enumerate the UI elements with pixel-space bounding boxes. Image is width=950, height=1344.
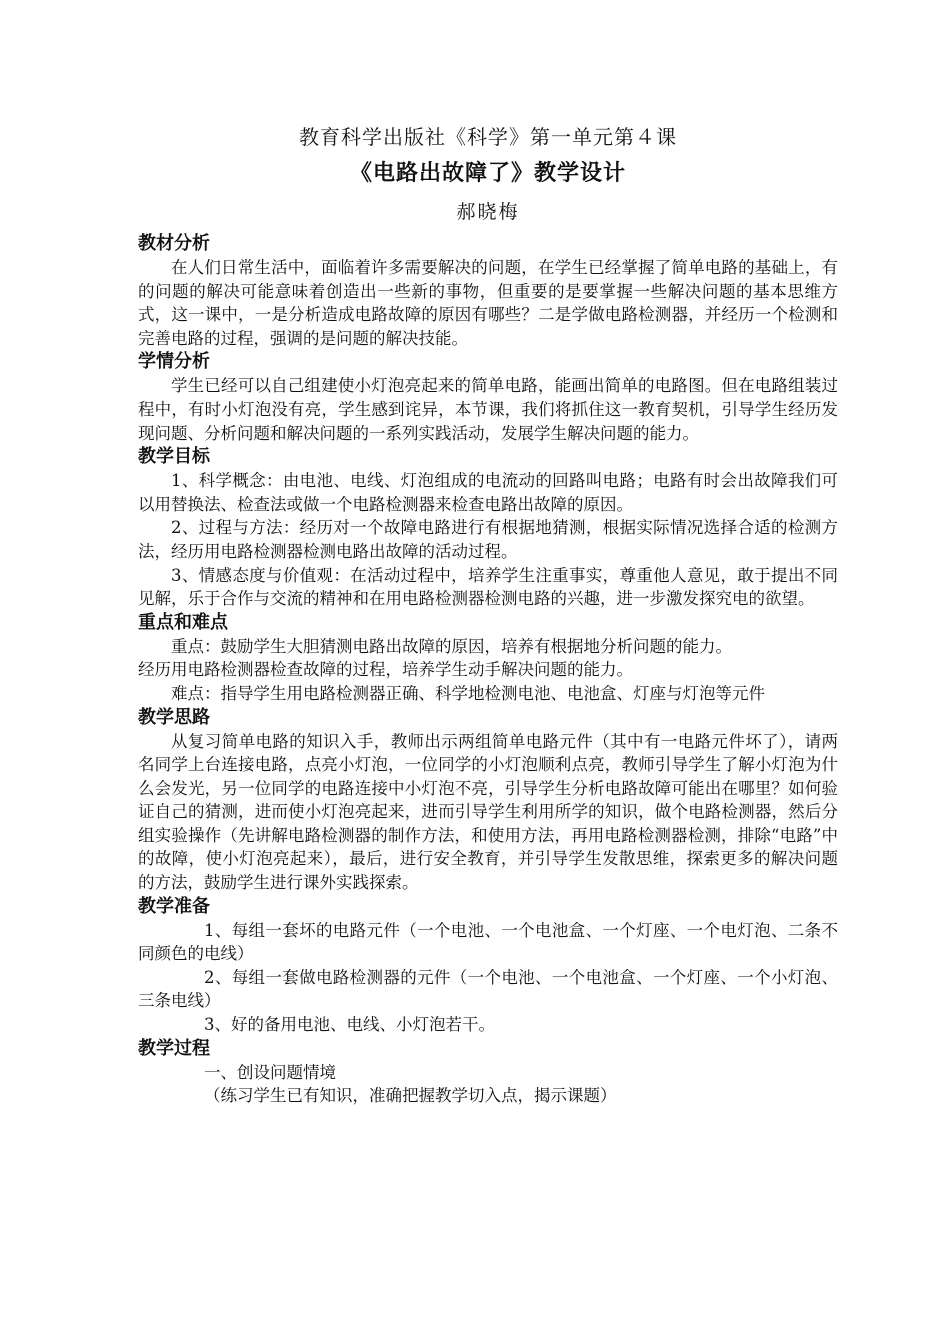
section-heading: 教学过程	[138, 1037, 210, 1059]
section-approach	[138, 706, 838, 895]
paragraph: 学生已经可以自己组建使小灯泡亮起来的简单电路，能画出简单的电路图。但在电路组装过程中，有时小灯泡没有亮，学生感到诧异，本节课，我们将抓住这一教育契机，引导学生经历发现问题、分析问题和解决问题的一系列实践活动，发展学生解决问题的能力。	[138, 376, 838, 443]
keypoint-item: 经历用电路检测器检查故障的过程，培养学生动手解决问题的能力。	[138, 660, 633, 680]
section-prep	[138, 895, 838, 1037]
section-students	[138, 350, 838, 445]
section-process	[138, 1037, 838, 1108]
goal-item: 2、过程与方法：经历对一个故障电路进行有根据地猜测，根据实际情况选择合适的检测方法，经历用电路检测器检测电路出故障的活动过程。	[138, 518, 838, 561]
prep-item: 3、好的备用电池、电线、小灯泡若干。	[204, 1015, 495, 1035]
goal-item: 1、科学概念：由电池、电线、灯泡组成的电流动的回路叫电路；电路有时会出故障我们可以用替换法、检查法或做一个电路检测器来检查电路出故障的原因。	[138, 471, 838, 514]
section-heading: 教材分析	[138, 233, 210, 254]
prep-item: 2、每组一套做电路检测器的元件（一个电池、一个电池盒、一个灯座、一个小灯泡、三条电线）	[138, 967, 838, 1011]
document-title: 《电路出故障了》教学设计	[349, 161, 626, 186]
section-heading: 学情分析	[138, 351, 210, 373]
author-name: 郝晓梅	[456, 201, 520, 223]
keypoint-item: 重点：鼓励学生大胆猜测电路出故障的原因，培养有根据地分析问题的能力。	[171, 636, 732, 656]
section-heading: 教学目标	[138, 446, 210, 468]
difficulty-item: 难点：指导学生用电路检测器正确、科学地检测电池、电池盒、灯座与灯泡等元件	[171, 683, 765, 703]
goal-item: 3、情感态度与价值观：在活动过程中，培养学生注重事实，尊重他人意见，敢于提出不同见解，乐于合作与交流的精神和在用电路检测器检测电路的兴趣，进一步激发探究电的欲望。	[138, 565, 838, 609]
prep-item: 1、每组一套坏的电路元件（一个电池、一个电池盒、一个灯座、一个电灯泡、二条不同颜色的电线）	[138, 920, 838, 964]
section-goals	[138, 445, 838, 611]
process-note: （练习学生已有知识，准确把握教学切入点，揭示课题）	[204, 1086, 617, 1106]
document-subtitle: 教育科学出版社《科学》第一单元第４课	[299, 125, 677, 149]
document-body	[138, 118, 838, 1108]
section-heading: 教学思路	[138, 706, 210, 728]
section-heading: 教学准备	[138, 895, 210, 917]
paragraph: 从复习简单电路的知识入手，教师出示两组简单电路元件（其中有一电路元件坏了），请两名同学上台连接电路，点亮小灯泡，一位同学的小灯泡顺利点亮，教师引导学生了解小灯泡为什么会发光，另一位同学的电路连接中小灯泡不亮，引导学生分析电路故障可能出在哪里？如何验证自己的猜测，进而使小灯泡亮起来，进而引导学生利用所学的知识，做个电路检测器，然后分组实验操作（先讲解电路检测器的制作方法，和使用方法，再用电路检测器检测，排除“电路”中的故障，使小灯泡亮起来），最后，进行安全教育，并引导学生发散思维，探索更多的解决问题的方法，鼓励学生进行课外实践探索。	[138, 731, 838, 893]
section-heading: 重点和难点	[138, 611, 228, 633]
process-step: 一、创设问题情境	[204, 1062, 336, 1082]
paragraph: 在人们日常生活中，面临着许多需要解决的问题，在学生已经掌握了简单电路的基础上，有的问题的解决可能意味着创造出一些新的事物，但重要的是要掌握一些解决问题的基本思维方式，这一课中，一是分析造成电路故障的原因有哪些？二是学做电路检测器，并经历一个检测和完善电路的过程，强调的是问题的解决技能。	[138, 258, 838, 348]
section-analysis	[138, 232, 838, 350]
section-keypoints	[138, 611, 838, 706]
